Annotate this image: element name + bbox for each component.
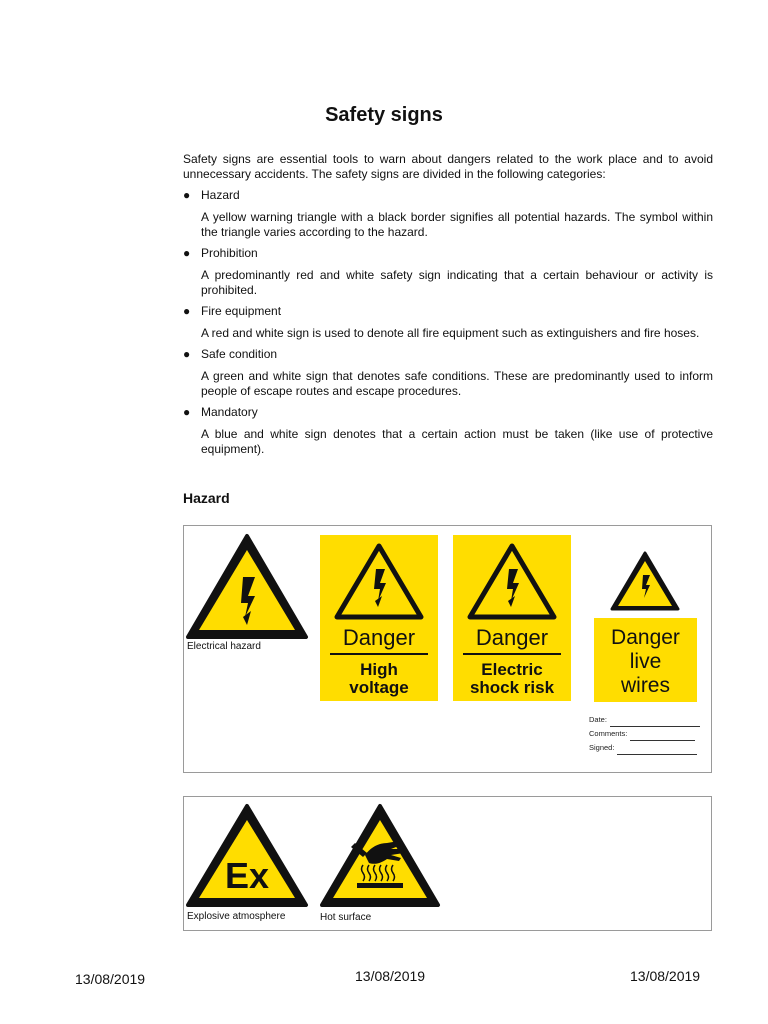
divider [463, 653, 561, 655]
category-description: A predominantly red and white safety sign indicating that a certain behaviour or activity is prohibited. [201, 268, 713, 297]
form-line [617, 746, 697, 755]
form-label-signed: Signed: [589, 743, 615, 752]
electrical-hazard-sign [185, 533, 309, 641]
category-item-hazard [183, 188, 713, 240]
form-line [610, 718, 700, 727]
form-row-comments [589, 727, 700, 741]
form-label-date: Date: [589, 715, 607, 724]
sign-text-line3: wires [620, 674, 670, 697]
explosive-atmosphere-sign [185, 803, 309, 909]
hot-surface-caption: Hot surface [320, 912, 372, 923]
footer-date-left: 13/08/2019 [75, 971, 146, 987]
category-item-safe-condition [183, 347, 713, 399]
electrical-hazard-caption: Electrical hazard [187, 641, 261, 652]
sign-subtext-line2: shock risk [469, 678, 555, 697]
lightning-bolt-icon [507, 569, 519, 601]
bullet-icon: ● [183, 347, 191, 361]
section-heading-hazard: Hazard [183, 490, 230, 506]
footer-date-right: 13/08/2019 [630, 968, 701, 984]
form-label-comments: Comments: [589, 729, 628, 738]
category-description: A red and white sign is used to denote all fire equipment such as extinguishers and fire hoses. [201, 326, 700, 340]
sign-subtext-line2: voltage [349, 678, 409, 697]
page-title: Safety signs [325, 104, 443, 126]
category-description: A blue and white sign denotes that a certain action must be taken (like use of protective equipment). [201, 427, 713, 456]
sign-form [589, 713, 700, 755]
explosive-ex-icon: Ex [224, 855, 270, 896]
hot-surface-sign [319, 803, 441, 909]
sign-text-line1: Danger [611, 626, 680, 649]
category-name: Safe condition [201, 347, 278, 361]
form-row-signed [589, 741, 700, 755]
small-electrical-triangle-sign [610, 551, 680, 611]
lightning-bolt-icon [374, 569, 386, 601]
category-name: Mandatory [201, 405, 258, 419]
bullet-icon: ● [183, 304, 191, 318]
intro-paragraph: Safety signs are essential tools to warn about dangers related to the work place and to avoid unnecessary accidents. The safety signs are divided in the following categories: [183, 152, 713, 181]
bullet-icon: ● [183, 246, 191, 260]
bullet-icon: ● [183, 188, 191, 202]
footer-date-center: 13/08/2019 [355, 968, 426, 984]
category-description: A green and white sign that denotes safe conditions. These are predominantly used to inform people of escape routes and escape procedures. [201, 369, 713, 398]
warning-triangle-icon [465, 541, 559, 621]
danger-word: Danger [475, 625, 549, 650]
danger-electric-shock-sign [453, 535, 571, 701]
danger-high-voltage-sign [320, 535, 438, 701]
category-name: Fire equipment [201, 304, 282, 318]
danger-word: Danger [342, 625, 416, 650]
form-row-date [589, 713, 700, 727]
category-name: Hazard [201, 188, 240, 202]
category-item-mandatory [183, 405, 713, 457]
sign-subtext-line1: Electric [481, 660, 543, 679]
category-item-prohibition [183, 246, 713, 298]
category-list [183, 188, 713, 463]
category-item-fire-equipment [183, 304, 713, 341]
bullet-icon: ● [183, 405, 191, 419]
sign-text-line2: live [629, 650, 662, 673]
warning-triangle-icon [332, 541, 426, 621]
explosive-atmosphere-caption: Explosive atmosphere [187, 911, 286, 922]
danger-live-wires-sign [594, 618, 697, 702]
sign-subtext-line1: High [360, 660, 398, 679]
form-line [630, 732, 695, 741]
category-description: A yellow warning triangle with a black border signifies all potential hazards. The symbol within the triangle varies according to the hazard. [201, 210, 713, 239]
category-name: Prohibition [201, 246, 258, 260]
divider [330, 653, 428, 655]
